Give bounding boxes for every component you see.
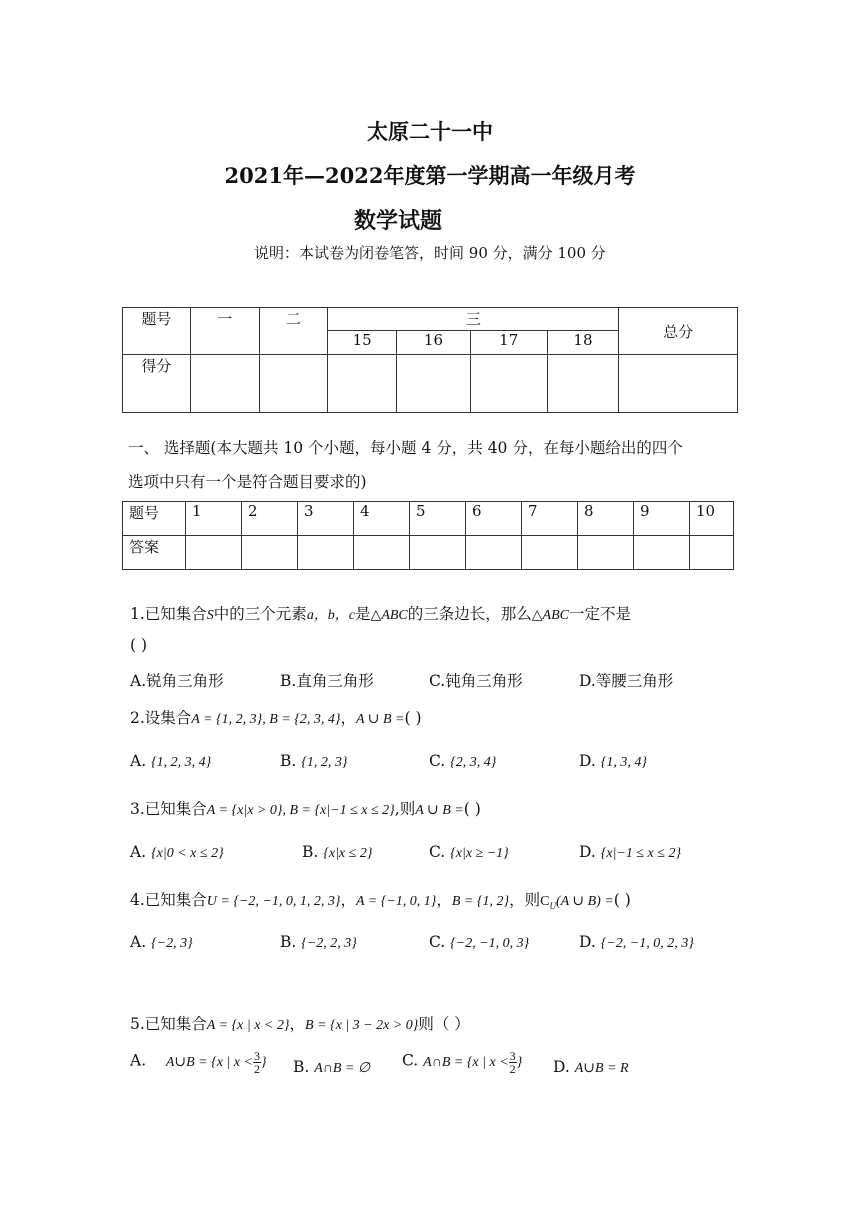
subject-title: 数学试题 (354, 208, 443, 234)
score-row2-label: 得分 (123, 355, 191, 413)
answer-table (122, 501, 734, 570)
q1-option-a: A.锐角三角形 (130, 672, 224, 690)
score-col-3: 三 (328, 308, 619, 331)
score-table (122, 307, 738, 413)
q3-option-b: B. {x|x ≤ 2} (302, 843, 373, 861)
answer-cell[interactable] (578, 536, 634, 570)
q3-stem: 3.已知集合A = {x|x > 0}, B = {x|−1 ≤ x ≤ 2},则A ∪ B =( ) (130, 800, 481, 818)
q1-option-b: B.直角三角形 (280, 672, 374, 690)
score-col-2: 二 (259, 308, 328, 355)
answer-cell[interactable] (522, 536, 578, 570)
section1-heading-line1: 一、 选择题(本大题共 10 个小题，每小题 4 分，共 40 分，在每小题给出的四个 (128, 439, 683, 457)
q1-option-d: D.等腰三角形 (579, 672, 674, 690)
score-sub-18: 18 (547, 331, 619, 355)
answer-cell[interactable] (186, 536, 242, 570)
score-cell[interactable] (259, 355, 328, 413)
answer-row-label: 题号 (123, 502, 186, 536)
fraction-three-halves: $\frac{3}{2}$ (509, 1049, 516, 1076)
answer-number: 2 (242, 502, 298, 536)
answer-number: 7 (522, 502, 578, 536)
q2-stem: 2.设集合A = {1, 2, 3}, B = {2, 3, 4}，A ∪ B =( ) (130, 709, 422, 727)
q2-option-b: B. {1, 2, 3} (280, 752, 348, 770)
q3-option-c: C. {x|x ≥ −1} (429, 843, 509, 861)
q2-option-a: A. {1, 2, 3, 4} (130, 752, 212, 770)
q2-option-c: C. {2, 3, 4} (429, 752, 497, 770)
answer-number: 8 (578, 502, 634, 536)
answer-cell[interactable] (242, 536, 298, 570)
answer-number: 3 (298, 502, 354, 536)
answer-number: 10 (690, 502, 734, 536)
answer-cell[interactable] (354, 536, 410, 570)
score-cell[interactable] (619, 355, 738, 413)
q3-option-a: A. {x|0 < x ≤ 2} (130, 843, 224, 861)
term-title: 2021年—2022年度第一学期高一年级月考 (224, 163, 636, 188)
q4-option-c: C. {−2, −1, 0, 3} (429, 933, 530, 951)
q4-stem: 4.已知集合U = {−2, −1, 0, 1, 2, 3}，A = {−1, 0, 1}，B = {1, 2}，则$C_U(A$ ∪ B) =( ) (130, 891, 631, 911)
answer-number: 9 (634, 502, 690, 536)
answer-number: 4 (354, 502, 410, 536)
answer-cell[interactable] (690, 536, 734, 570)
score-sub-17: 17 (470, 331, 547, 355)
q1-paren: ( ) (130, 636, 148, 654)
score-sub-16: 16 (397, 331, 471, 355)
answer-cell[interactable] (466, 536, 522, 570)
q5-option-b: B. A∩B = ∅ (293, 1058, 371, 1076)
answer-cell[interactable] (634, 536, 690, 570)
score-sub-15: 15 (328, 331, 397, 355)
answer-number: 6 (466, 502, 522, 536)
q5-stem: 5.已知集合A = {x | x < 2}，B = {x | 3 − 2x > 0}则（ ） (130, 1015, 470, 1033)
school-name: 太原二十一中 (367, 119, 493, 144)
answer-cell[interactable] (298, 536, 354, 570)
q4-option-a: A. {−2, 3} (130, 933, 193, 951)
q2-option-d: D. {1, 3, 4} (579, 752, 647, 770)
score-cell[interactable] (328, 355, 397, 413)
score-col-1: 一 (190, 308, 259, 355)
section1-heading-line2: 选项中只有一个是符合题目要求的) (128, 473, 367, 491)
q4-option-b: B. {−2, 2, 3} (280, 933, 357, 951)
q1-option-c: C.钝角三角形 (429, 672, 523, 690)
q4-option-d: D. {−2, −1, 0, 2, 3} (579, 933, 694, 951)
q5-option-c: C. A∩B = {x | x < $\frac{3}{2}$ } (402, 1049, 523, 1076)
exam-note: 说明：本试卷为闭卷笔答，时间 90 分，满分 100 分 (254, 244, 606, 262)
score-cell[interactable] (547, 355, 619, 413)
q5-option-a: A. A∪B = {x | x < $\frac{3}{2}$ } (130, 1049, 267, 1076)
q5-option-d: D. A∪B = R (553, 1058, 629, 1076)
answer-number: 5 (410, 502, 466, 536)
score-total-header: 总分 (619, 308, 738, 355)
answer-row2-label: 答案 (123, 536, 186, 570)
answer-cell[interactable] (410, 536, 466, 570)
score-cell[interactable] (470, 355, 547, 413)
q1-stem: 1.已知集合S中的三个元素a，b，c是△ABC的三条边长，那么△ABC一定不是 (130, 605, 632, 623)
fraction-three-halves: $\frac{3}{2}$ (253, 1049, 260, 1076)
answer-number: 1 (186, 502, 242, 536)
score-cell[interactable] (397, 355, 471, 413)
score-cell[interactable] (190, 355, 259, 413)
q3-option-d: D. {x|−1 ≤ x ≤ 2} (579, 843, 682, 861)
score-row-label: 题号 (123, 308, 191, 355)
